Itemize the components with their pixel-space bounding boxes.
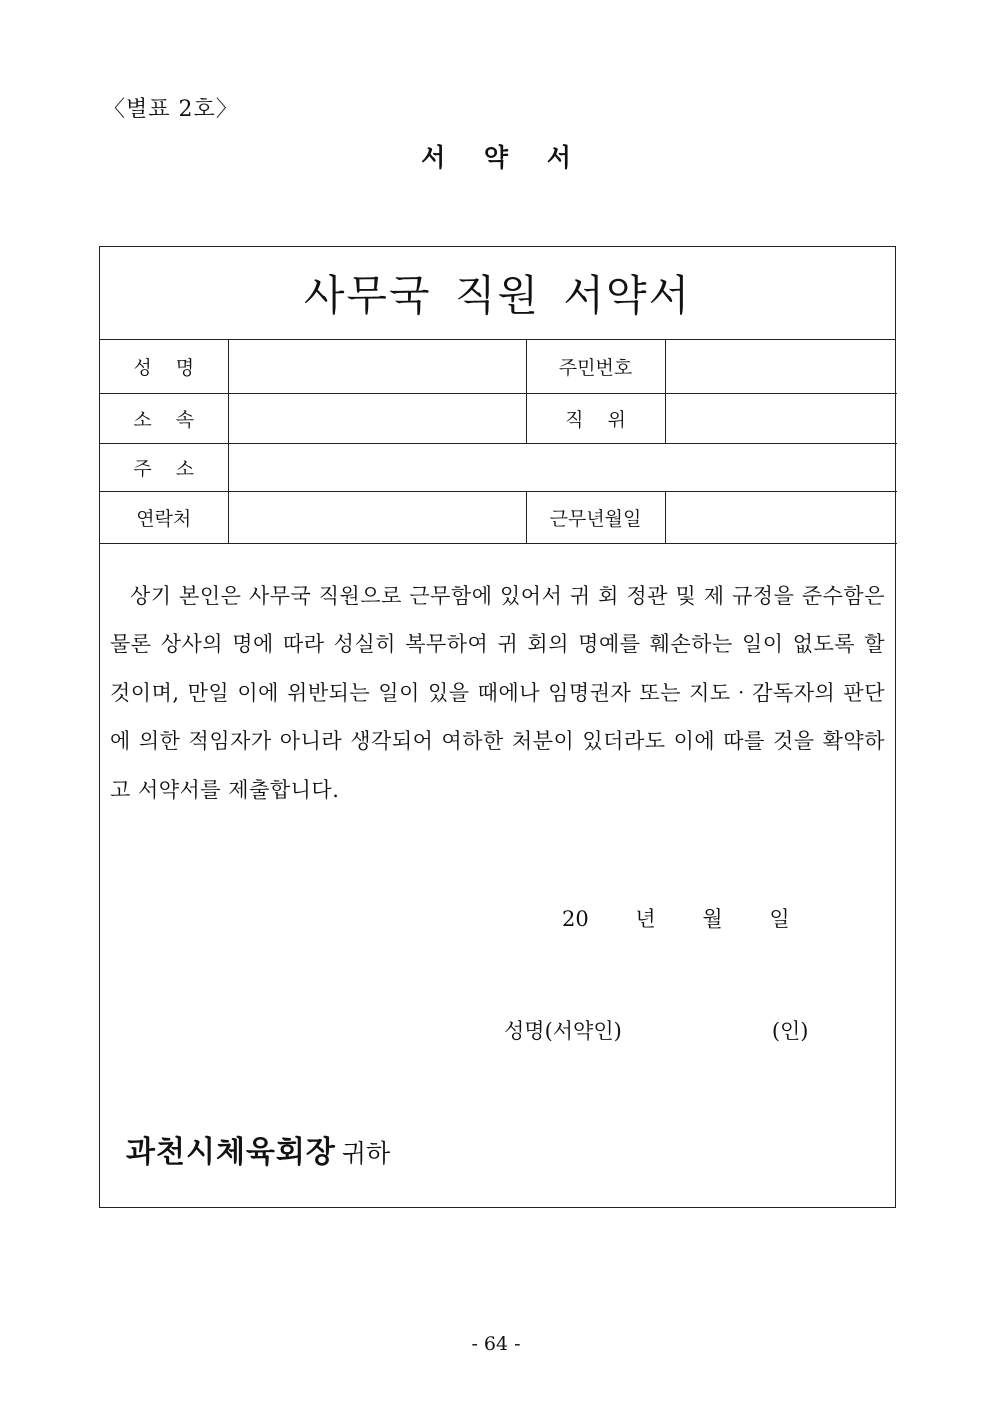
seal-label: (인) [771,1019,809,1043]
affiliation-label: 소 속 [100,393,228,443]
oath-text [100,544,895,815]
contact-label: 연락처 [100,491,228,543]
name-field[interactable] [228,340,526,393]
recipient [126,1127,390,1171]
annex-label: 〈별표 2호〉 [103,97,239,122]
page-number: - 64 - [471,1333,521,1355]
table-row [100,340,897,393]
info-table [100,340,897,544]
address-field[interactable] [228,443,897,491]
form-heading: 사무국 직원 서약서 [100,247,895,340]
address-label: 주 소 [100,443,228,491]
signature-line [504,1015,809,1045]
work-date-label: 근무년월일 [526,491,665,543]
resident-number-label: 주민번호 [526,340,665,393]
position-label: 직 위 [526,393,665,443]
recipient-suffix: 귀하 [341,1139,391,1168]
work-date-field[interactable] [665,491,897,543]
date-line: 20 년 월 일 [562,907,790,931]
table-row [100,393,897,443]
contact-field[interactable] [228,491,526,543]
pledge-form [99,246,896,1208]
position-field[interactable] [665,393,897,443]
document-title: 서 약 서 [421,143,571,172]
signature-label: 성명(서약인) [504,1019,622,1043]
recipient-name: 과천시체육회장 [126,1135,336,1170]
oath-paragraph: 상기 본인은 사무국 직원으로 근무함에 있어서 귀 회 정관 및 제 규정을 준수함은 물론 상사의 명에 따라 성실히 복무하여 귀 회의 명예를 훼손하는 일이 없도록 할 것이며, 만일 이에 위반되는 일이 있을 때에나 임명권자 또는 지도‧감독자의 판단에 의한 적임자가 아니라 생각되어 여하한 처분이 있더라도 이에 따를 것을 확약하고 서약서를 제출합니다. [110,583,885,802]
affiliation-field[interactable] [228,393,526,443]
resident-number-field[interactable] [665,340,897,393]
table-row [100,491,897,543]
table-row [100,443,897,491]
name-label: 성 명 [100,340,228,393]
